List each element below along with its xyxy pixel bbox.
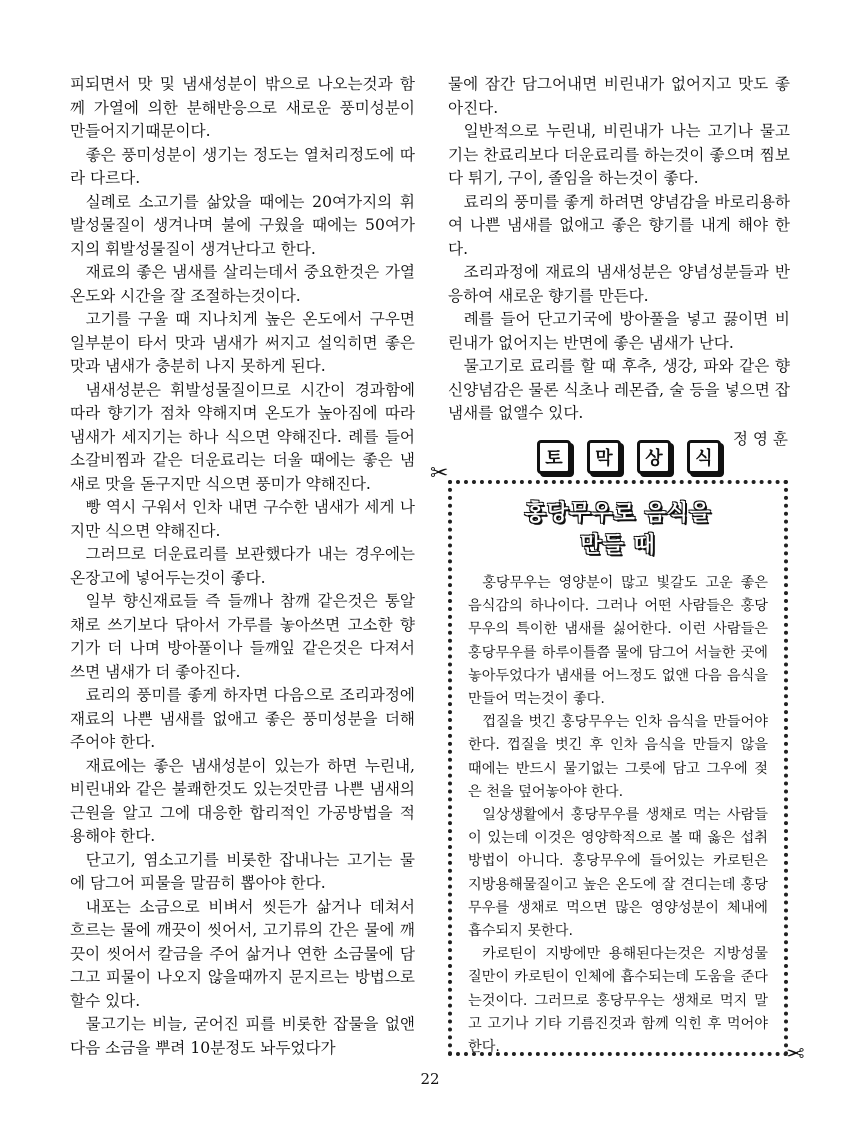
- paragraph: 료리의 풍미를 좋게 하려면 양념감을 바로리용하여 나쁜 냄새를 없애고 좋은 향기를 내게 해야 한다.: [448, 192, 790, 258]
- badge-char: 토: [537, 440, 571, 474]
- paragraph: 물고기는 비늘, 굳어진 피를 비롯한 잡물을 없앤 다음 소금을 뿌려 10분정도 놔두었다가: [70, 1015, 415, 1057]
- paragraph: 조리과정에 재료의 냄새성분은 양념성분들과 반응하여 새로운 향기를 만든다.: [448, 263, 790, 305]
- page-number: 22: [420, 1070, 440, 1088]
- paragraph: 재료의 좋은 냄새를 살리는데서 중요한것은 가열온도와 시간을 잘 조절하는것이다.: [70, 263, 415, 305]
- paragraph: 일반적으로 누린내, 비린내가 나는 고기나 물고기는 찬료리보다 더운료리를 하는것이 좋으며 찜보다 튀기, 구이, 졸임을 하는것이 좋다.: [448, 122, 790, 187]
- paragraph: 냄새성분은 휘발성물질이므로 시간이 경과함에 따라 향기가 점차 약해지며 온도가 높아짐에 따라 냄새가 세지기는 하나 식으면 약해진다. 례를 들어 소갈비찜과 같은 더운료리는 더울 때에는 좋은 냄새로 맛을 돋구지만 식으면 풍미가 약해진다.: [70, 380, 415, 493]
- paragraph: 재료에는 좋은 냄새성분이 있는가 하면 누린내, 비린내와 같은 불쾌한것도 있는것만큼 나쁜 냄새의 근원을 알고 그에 대응한 합리적인 가공방법을 적용해야 한다.: [70, 756, 415, 845]
- sidebar-paragraph: 카로틴이 지방에만 용해된다는것은 지방성물질만이 카로틴이 인체에 흡수되는데 도움을 준다는것이다. 그러므로 홍당무우는 생채로 먹지 말고 고기나 기타 기름진것과 함께 익힌 후 먹어야 한다.: [468, 946, 768, 1056]
- sidebar-paragraph: 껍질을 벗긴 홍당무우는 인차 음식을 만들어야 한다. 껍질을 벗긴 후 인차 음식을 만들지 않을 때에는 반드시 물기없는 그릇에 담고 그우에 젖은 천을 덮어놓아야 한다.: [468, 714, 768, 800]
- paragraph: 빵 역시 구워서 인차 내면 구수한 냄새가 세게 나지만 식으면 약해진다.: [70, 498, 415, 540]
- badge-char: 막: [587, 440, 621, 474]
- sidebar-title-line: 만들 때: [580, 533, 656, 558]
- paragraph: 내포는 소금으로 비벼서 씻든가 삶거나 데쳐서 흐르는 물에 깨끗이 씻어서, 고기류의 간은 물에 깨끗이 씻어서 칼금을 주어 삶거나 연한 소금물에 담그고 피물이 나오지 않을때까지 문지르는 방법으로 할수 있다.: [70, 897, 415, 1010]
- sidebar-title: [468, 498, 768, 562]
- author-name: 정 영 훈: [732, 429, 788, 448]
- paragraph: 피되면서 맛 및 냄새성분이 밖으로 나오는것과 함께 가열에 의한 분해반응으로 새로운 풍미성분이 만들어지기때문이다.: [70, 75, 415, 140]
- right-column: [448, 73, 790, 451]
- paragraph: 좋은 풍미성분이 생기는 정도는 열처리정도에 따라 다르다.: [70, 145, 415, 187]
- paragraph: 고기를 구울 때 지나치게 높은 온도에서 구우면 일부분이 타서 맛과 냄새가 써지고 설익히면 좋은 맛과 냄새가 충분히 나지 못하게 된다.: [70, 310, 415, 375]
- badge-char: 상: [637, 440, 671, 474]
- sidebar-paragraph: 홍당무우는 영양분이 많고 빛갈도 고운 좋은 음식감의 하나이다. 그러나 어떤 사람들은 홍당무우의 특이한 냄새를 싫어한다. 이런 사람들은 홍당무우를 하루이틀쯤 물에 담그어 서늘한 곳에 놓아두었다가 냄새를 어느정도 없앤 다음 음식을 만들어 먹는것이 좋다.: [468, 575, 768, 708]
- paragraph: 단고기, 염소고기를 비롯한 잡내나는 고기는 물에 담그어 피물을 말끔히 뽑아야 한다.: [70, 850, 415, 892]
- paragraph: 그러므로 더운료리를 보관했다가 내는 경우에는 온장고에 넣어두는것이 좋다.: [70, 545, 415, 587]
- paragraph: 물에 잠간 담그어내면 비린내가 없어지고 맛도 좋아진다.: [448, 75, 790, 117]
- sidebar-box: [448, 480, 788, 1056]
- scissors-icon: ✂: [430, 461, 449, 486]
- left-column: [70, 73, 415, 1060]
- paragraph: 물고기로 료리를 할 때 후추, 생강, 파와 같은 향신양념감은 물론 식초나 레몬즙, 술 등을 넣으면 잡냄새를 없앨수 있다.: [448, 357, 790, 422]
- paragraph: 례를 들어 단고기국에 방아풀을 넣고 끓이면 비린내가 없어지는 반면에 좋은 냄새가 난다.: [448, 310, 790, 352]
- sidebar-badge: [537, 440, 721, 474]
- sidebar-paragraph: 일상생활에서 홍당무우를 생채로 먹는 사람들이 있는데 이것은 영양학적으로 볼 때 옳은 섭취방법이 아니다. 홍당무우에 들어있는 카로틴은 지방용해물질이고 높은 온도에 잘 견디는데 홍당무우를 생채로 먹으면 많은 영양성분이 체내에 흡수되지 못한다.: [468, 807, 768, 940]
- scissors-icon: ✂: [786, 1042, 805, 1067]
- paragraph: 실례로 소고기를 삶았을 때에는 20여가지의 휘발성물질이 생겨나며 불에 구웠을 때에는 50여가지의 휘발성물질이 생겨난다고 한다.: [70, 192, 415, 258]
- paragraph: 료리의 풍미를 좋게 하자면 다음으로 조리과정에 재료의 나쁜 냄새를 없애고 좋은 풍미성분을 더해주어야 한다.: [70, 686, 415, 751]
- sidebar-body: [468, 572, 768, 1059]
- sidebar-title-line: 홍당무우로 음식을: [524, 501, 712, 526]
- badge-char: 식: [687, 440, 721, 474]
- paragraph: 일부 향신재료들 즉 들깨나 참깨 같은것은 통알채로 쓰기보다 닦아서 가루를 놓아쓰면 고소한 향기가 더 나며 방아풀이나 들깨잎 같은것은 다져서 쓰면 냄새가 더 좋아진다.: [70, 592, 415, 681]
